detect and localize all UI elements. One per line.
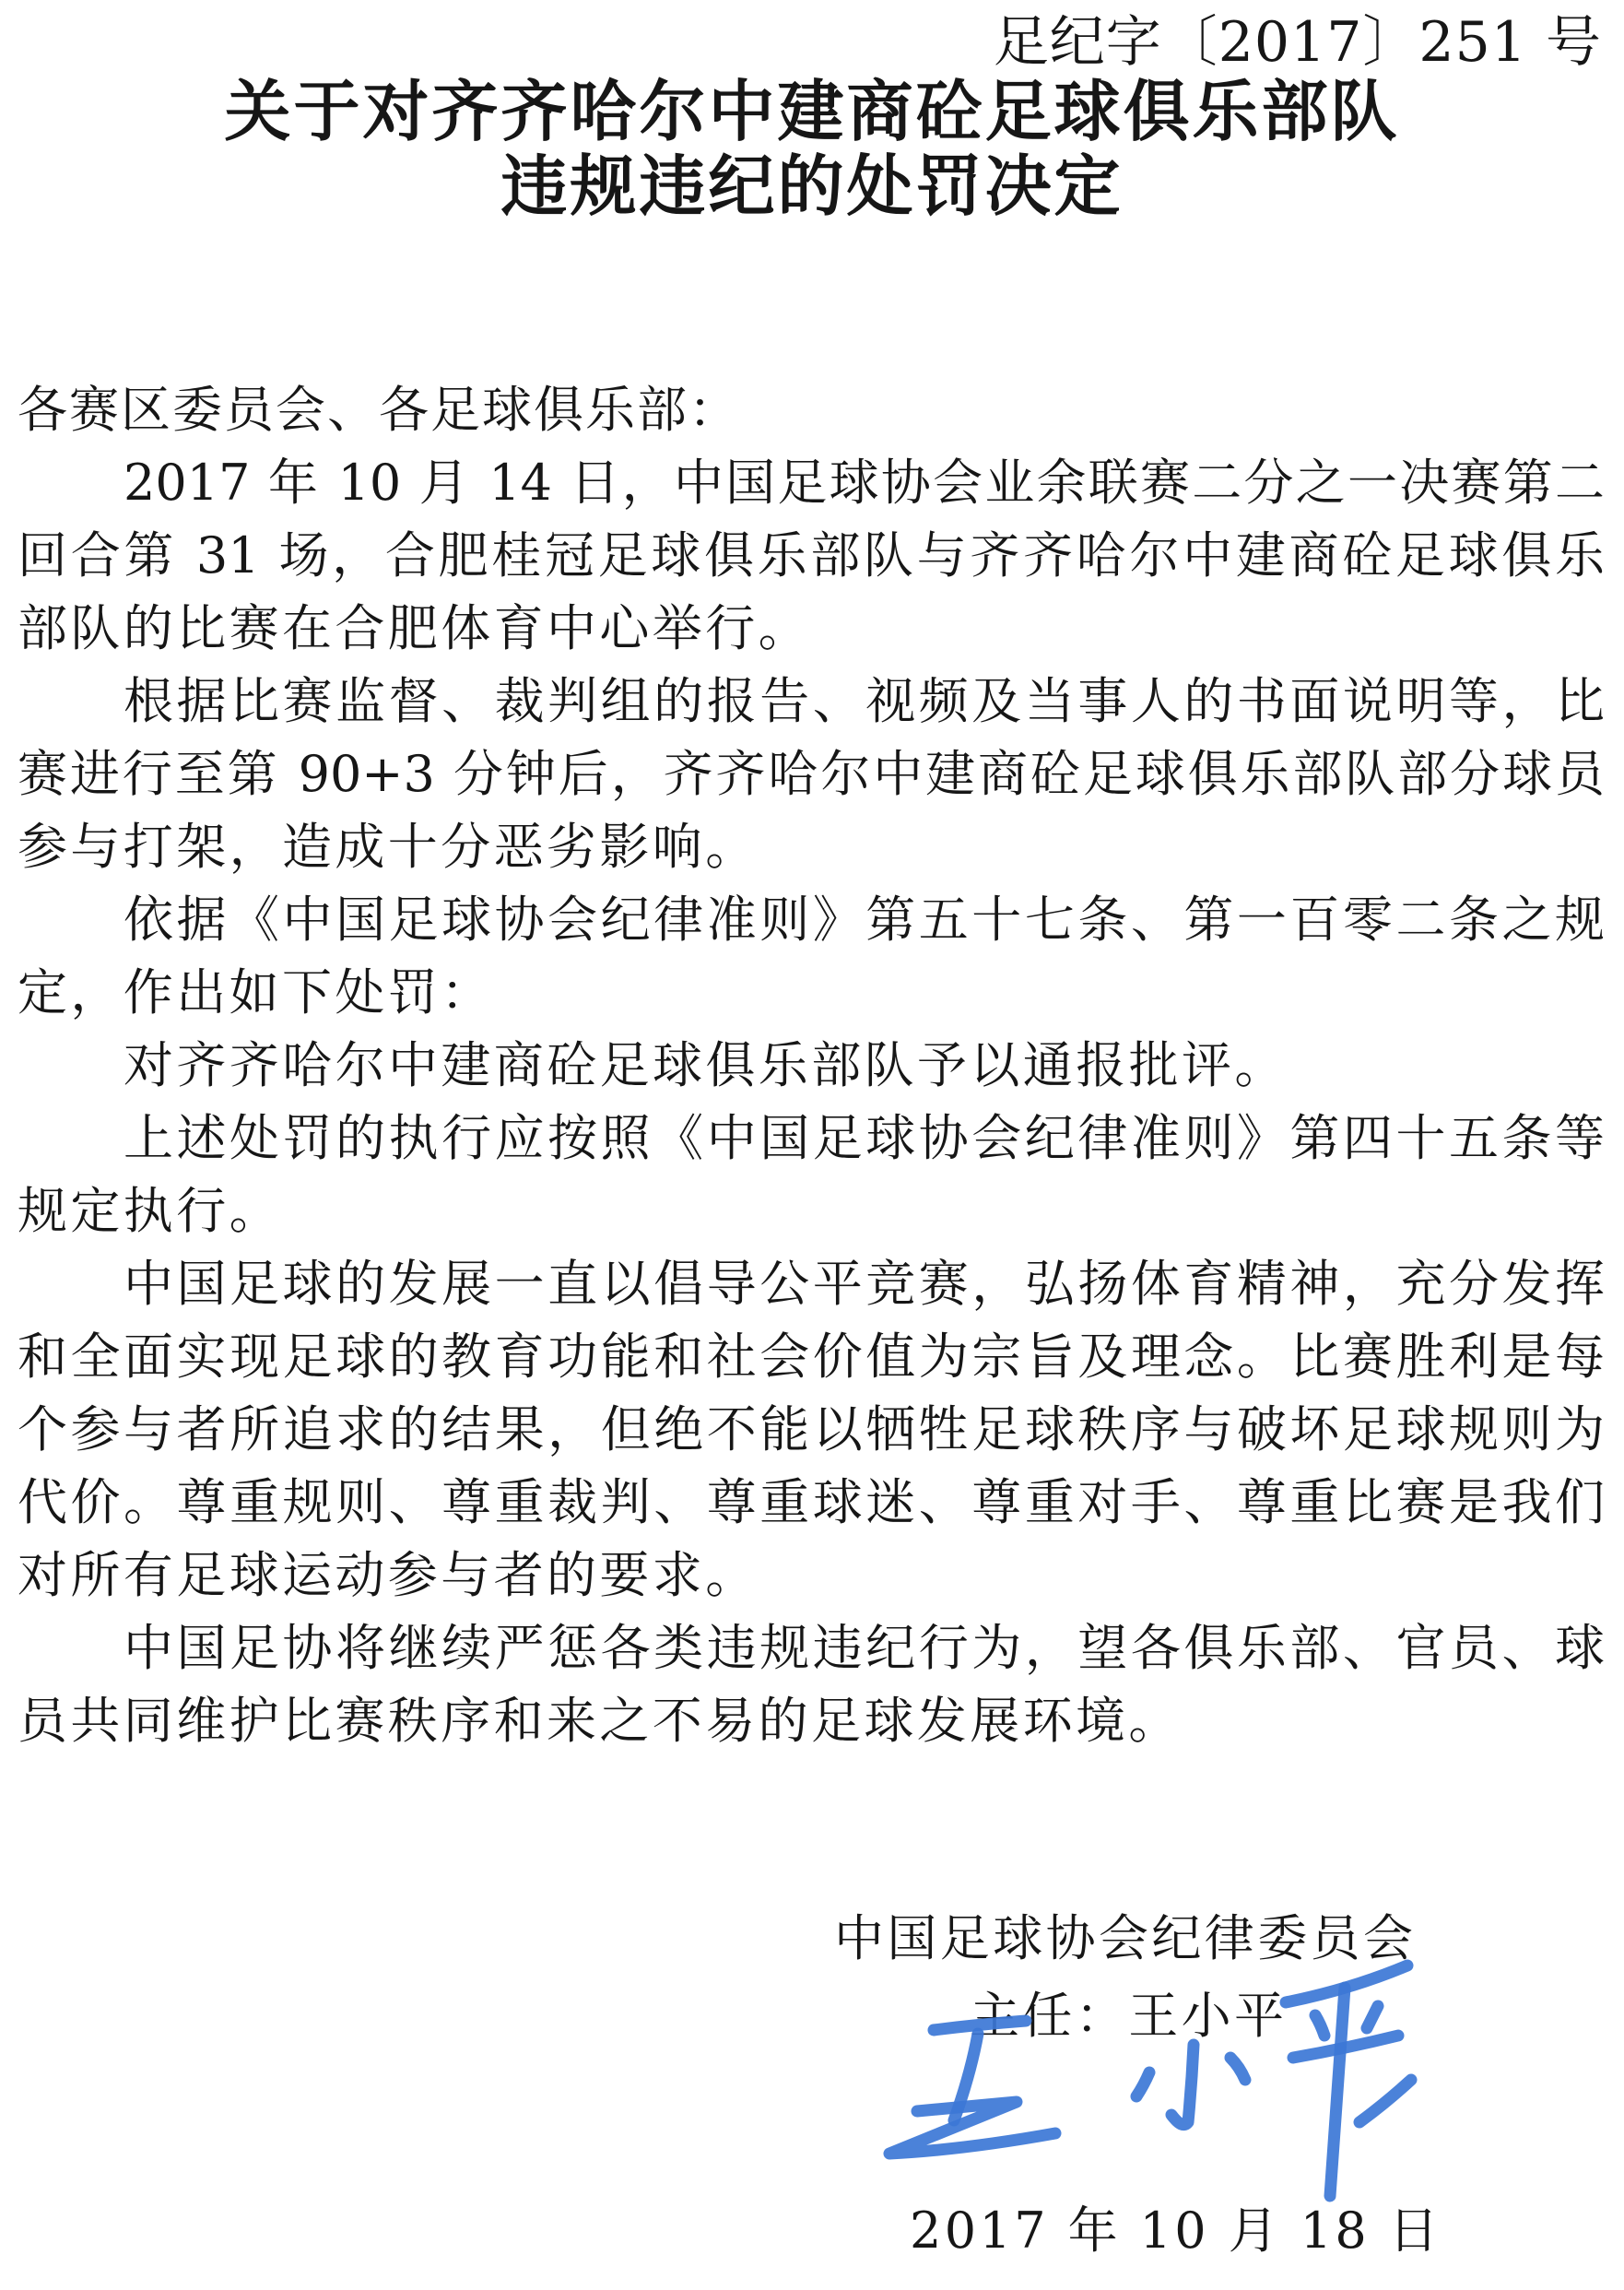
- handwritten-signature: [862, 1945, 1433, 2213]
- signature-stroke: [889, 2102, 1055, 2154]
- issue-date: 2017 年 10 月 18 日: [910, 2201, 1442, 2260]
- document-body: [18, 373, 1605, 1757]
- signature-char-xiao: [1136, 2045, 1245, 2125]
- paragraph-penalty: [18, 1029, 1605, 1102]
- signature-stroke: [1171, 2045, 1194, 2125]
- paragraph-principles: [18, 1247, 1605, 1611]
- paragraph-line: 对所有足球运动参与者的要求。: [18, 1546, 759, 1604]
- document-title-line-1: 关于对齐齐哈尔中建商砼足球俱乐部队: [224, 73, 1400, 150]
- paragraph-line: 参与打架，造成十分恶劣影响。: [18, 818, 759, 876]
- paragraph-line: 个参与者所追求的结果，但绝不能以牺牲足球秩序与破坏足球规则为: [18, 1400, 1605, 1458]
- paragraph-closing: [18, 1611, 1605, 1757]
- signature-stroke: [1359, 2080, 1411, 2122]
- paragraph-line: 对齐齐哈尔中建商砼足球俱乐部队予以通报批评。: [124, 1036, 1288, 1094]
- paragraph-line: 赛进行至第 90+3 分钟后，齐齐哈尔中建商砼足球俱乐部队部分球员: [18, 745, 1605, 803]
- signature-stroke: [1136, 2072, 1149, 2096]
- paragraph-legal-basis: [18, 883, 1605, 1029]
- document-number: 足纪字〔2017〕251 号: [993, 10, 1602, 75]
- signature-char-ping: [1286, 1965, 1411, 2196]
- document-title-line-2: 违规违纪的处罚决定: [500, 148, 1124, 225]
- paragraph-line: 2017 年 10 月 14 日，中国足球协会业余联赛二分之一决赛第二: [124, 454, 1605, 512]
- paragraph-line: 定，作出如下处罚：: [18, 963, 494, 1021]
- paragraph-incident: [18, 665, 1605, 883]
- paragraph-line: 根据比赛监督、裁判组的报告、视频及当事人的书面说明等，比: [124, 672, 1605, 730]
- paragraph-line: 中国足协将继续严惩各类违规违纪行为，望各俱乐部、官员、球: [124, 1619, 1605, 1677]
- paragraph-line: 员共同维护比赛秩序和来之不易的足球发展环境。: [18, 1692, 1182, 1750]
- paragraph-line: 规定执行。: [18, 1182, 282, 1240]
- paragraph-line: 和全面实现足球的教育功能和社会价值为宗旨及理念。比赛胜利是每: [18, 1328, 1605, 1386]
- paragraph-execution: [18, 1102, 1605, 1247]
- salutation: 各赛区委员会、各足球俱乐部：: [18, 381, 740, 439]
- signature-stroke: [1367, 2006, 1378, 2028]
- director-name: 主任：王小平: [970, 1987, 1288, 2045]
- signature-char-wang: [889, 2021, 1055, 2154]
- signature-stroke: [1330, 1988, 1345, 2196]
- issuing-organization: 中国足球协会纪律委员会: [834, 1909, 1417, 1967]
- signature-stroke: [1230, 2058, 1245, 2080]
- paragraph-match-info: [18, 446, 1605, 665]
- paragraph-line: 上述处罚的执行应按照《中国足球协会纪律准则》第四十五条等: [124, 1109, 1605, 1167]
- paragraph-line: 回合第 31 场，合肥桂冠足球俱乐部队与齐齐哈尔中建商砼足球俱乐: [18, 526, 1605, 584]
- paragraph-line: 代价。尊重规则、尊重裁判、尊重球迷、尊重对手、尊重比赛是我们: [18, 1473, 1605, 1531]
- paragraph-line: 部队的比赛在合肥体育中心举行。: [18, 599, 811, 657]
- paragraph-line: 中国足球的发展一直以倡导公平竞赛，弘扬体育精神，充分发挥: [124, 1255, 1605, 1313]
- paragraph-line: 依据《中国足球协会纪律准则》第五十七条、第一百零二条之规: [124, 891, 1605, 949]
- signature-stroke: [1315, 2015, 1324, 2036]
